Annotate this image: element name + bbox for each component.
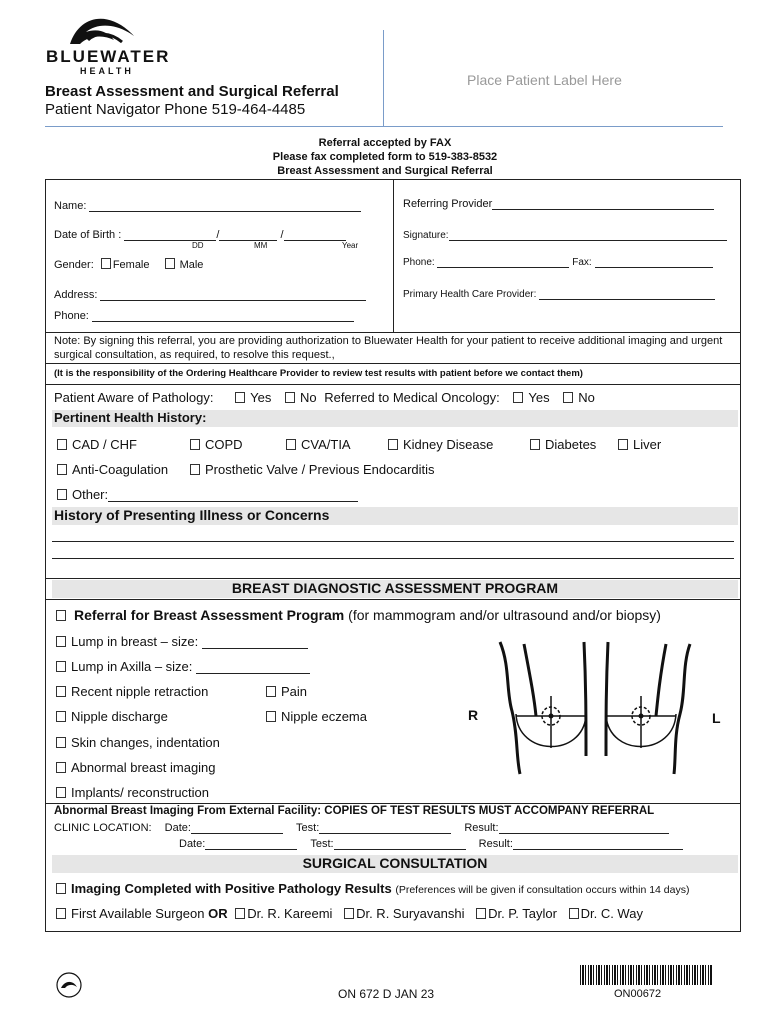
fax-line-3: Breast Assessment and Surgical Referral xyxy=(277,165,493,177)
oncology-no-checkbox[interactable] xyxy=(563,392,573,403)
primary-care-provider-field[interactable] xyxy=(403,287,715,300)
org-sub: HEALTH xyxy=(80,66,134,76)
skin-changes-option[interactable] xyxy=(56,735,220,750)
cad-chf-label: CAD / CHF xyxy=(72,437,137,452)
other-label: Other: xyxy=(72,487,109,502)
note-divider xyxy=(45,363,741,364)
external-imaging-note: Abnormal Breast Imaging From External Facility: COPIES OF TEST RESULTS MUST ACCOMPANY REFERRAL xyxy=(54,805,655,817)
diabetes-label: Diabetes xyxy=(545,437,597,452)
address-field[interactable] xyxy=(54,288,366,301)
dob-label: Date of Birth : xyxy=(54,229,122,241)
nipple-eczema-option[interactable] xyxy=(266,709,367,724)
breast-referral-rest: (for mammogram and/or ultrasound and/or biopsy) xyxy=(348,607,661,623)
surgeon-kareemi-label: Dr. R. Kareemi xyxy=(247,906,333,921)
provider-phone-label: Phone: xyxy=(403,257,435,268)
date-label-2: Date: xyxy=(179,838,206,850)
surgical-title: SURGICAL CONSULTATION xyxy=(52,855,738,873)
breast-referral-bold: Referral for Breast Assessment Program xyxy=(74,607,345,623)
first-available-option[interactable] xyxy=(56,906,204,921)
cva-tia-option[interactable] xyxy=(286,437,351,452)
right-side-label: R xyxy=(468,707,479,723)
surgeon-kareemi-option[interactable] xyxy=(235,906,332,921)
external-divider xyxy=(45,803,741,804)
implants-label: Implants/ reconstruction xyxy=(71,785,210,800)
bluewater-logo xyxy=(66,10,138,46)
patient-provider-divider xyxy=(393,180,394,332)
presenting-line-2 xyxy=(52,558,734,559)
aware-yes-label: Yes xyxy=(250,390,272,405)
header-divider-vertical xyxy=(383,30,384,126)
test-label-1: Test: xyxy=(296,822,320,834)
provider-phone-fax-field[interactable] xyxy=(403,255,713,268)
female-label: Female xyxy=(112,259,150,271)
referring-provider-field[interactable] xyxy=(403,197,714,210)
implants-option[interactable] xyxy=(56,785,209,800)
imaging-positive-bold: Imaging Completed with Positive Pathology Results xyxy=(71,881,392,896)
imaging-positive-rest: (Preferences will be given if consultation occurs within 14 days) xyxy=(395,884,690,896)
signature-field[interactable] xyxy=(403,228,727,241)
aware-no-checkbox[interactable] xyxy=(285,392,295,403)
cad-chf-option[interactable] xyxy=(57,437,137,452)
form-title: Breast Assessment and Surgical Referral xyxy=(45,83,339,100)
female-checkbox[interactable] xyxy=(101,258,111,269)
gender-label: Gender: xyxy=(54,259,94,271)
breast-referral-option[interactable] xyxy=(56,607,661,623)
nipple-discharge-option[interactable] xyxy=(56,709,168,724)
presenting-illness-title: History of Presenting Illness or Concerns xyxy=(52,507,738,525)
date-input-1[interactable] xyxy=(191,821,283,834)
clinic-location-label: CLINIC LOCATION: xyxy=(54,822,152,834)
patient-label-placeholder: Place Patient Label Here xyxy=(467,72,622,88)
lump-breast-label: Lump in breast – size: xyxy=(71,634,199,649)
cva-tia-label: CVA/TIA xyxy=(301,437,351,452)
health-history-title: Pertinent Health History: xyxy=(52,410,738,427)
liver-option[interactable] xyxy=(618,437,661,452)
history-row-2 xyxy=(57,462,737,478)
dob-field[interactable]: Date of Birth : / / xyxy=(54,228,346,241)
surgeon-way-label: Dr. C. Way xyxy=(580,906,643,921)
address-label: Address: xyxy=(54,289,98,301)
surgeon-suryavanshi-label: Dr. R. Suryavanshi xyxy=(356,906,465,921)
anti-coagulation-label: Anti-Coagulation xyxy=(72,462,169,477)
other-history-field[interactable] xyxy=(57,487,358,502)
aware-yes-checkbox[interactable] xyxy=(235,392,245,403)
primary-care-label: Primary Health Care Provider: xyxy=(403,289,537,300)
kidney-disease-label: Kidney Disease xyxy=(403,437,494,452)
authorization-note: Note: By signing this referral, you are providing authorization to Bluewater Health for your patient to receive additional imaging and urgent surgical consultation, as required, to resolve this request., xyxy=(54,335,723,361)
anti-coagulation-option[interactable] xyxy=(57,462,168,477)
surgeon-taylor-option[interactable] xyxy=(476,906,557,921)
barcode xyxy=(580,965,712,985)
nipple-discharge-label: Nipple discharge xyxy=(71,709,168,724)
prosthetic-valve-label: Prosthetic Valve / Previous Endocarditis xyxy=(205,462,435,477)
test-input-2[interactable] xyxy=(334,837,466,850)
result-label-2: Result: xyxy=(478,838,513,850)
copd-option[interactable] xyxy=(190,437,243,452)
diabetes-option[interactable] xyxy=(530,437,596,452)
breast-title-divider xyxy=(45,599,741,600)
result-label-1: Result: xyxy=(464,822,499,834)
patient-phone-field[interactable] xyxy=(54,309,354,322)
male-checkbox[interactable] xyxy=(165,258,175,269)
oncology-label: Referred to Medical Oncology: xyxy=(324,390,500,405)
or-label: OR xyxy=(208,906,228,921)
footer-leaf-icon xyxy=(56,972,82,998)
header-divider-horizontal xyxy=(45,126,723,127)
test-label-2: Test: xyxy=(310,838,334,850)
form-code: ON 672 D JAN 23 xyxy=(338,987,435,1001)
fax-line-1: Referral accepted by FAX xyxy=(318,137,452,149)
lump-breast-option[interactable] xyxy=(56,634,308,649)
result-input-2[interactable] xyxy=(513,837,683,850)
date-label-1: Date: xyxy=(164,822,191,834)
breast-section-title: BREAST DIAGNOSTIC ASSESSMENT PROGRAM xyxy=(52,580,738,598)
breast-diagram[interactable] xyxy=(490,636,710,781)
referring-provider-label: Referring Provider xyxy=(403,198,493,210)
mm-hint: MM xyxy=(254,241,268,250)
male-label: Male xyxy=(179,259,204,271)
responsibility-divider xyxy=(45,384,741,385)
gender-field xyxy=(54,258,203,271)
surgeon-preference-row xyxy=(56,906,643,921)
imaging-positive-option[interactable] xyxy=(56,881,689,896)
lump-axilla-label: Lump in Axilla – size: xyxy=(71,659,193,674)
name-field[interactable] xyxy=(54,199,361,212)
navigator-phone: Patient Navigator Phone 519-464-4485 xyxy=(45,101,306,118)
surgeon-taylor-label: Dr. P. Taylor xyxy=(488,906,557,921)
responsibility-note: (It is the responsibility of the Ordering Healthcare Provider to review test results with patient before we contact them) xyxy=(54,368,583,379)
abnormal-imaging-option[interactable] xyxy=(56,760,216,775)
presenting-line-1 xyxy=(52,541,734,542)
oncology-no-label: No xyxy=(578,390,595,405)
dd-hint: DD xyxy=(192,241,204,250)
leaf-logo-icon xyxy=(66,10,138,46)
year-hint: Year xyxy=(342,241,359,250)
history-row-1 xyxy=(57,437,737,453)
oncology-yes-label: Yes xyxy=(528,390,550,405)
date-input-2[interactable] xyxy=(205,837,297,850)
result-input-1[interactable] xyxy=(499,821,669,834)
skin-changes-label: Skin changes, indentation xyxy=(71,735,220,750)
oncology-yes-checkbox[interactable] xyxy=(513,392,523,403)
abnormal-imaging-label: Abnormal breast imaging xyxy=(71,760,216,775)
surgeon-suryavanshi-option[interactable] xyxy=(344,906,464,921)
left-side-label: L xyxy=(712,710,721,726)
footer-logo xyxy=(56,972,82,1003)
signature-label: Signature: xyxy=(403,230,449,241)
first-available-label: First Available Surgeon xyxy=(71,906,205,921)
aware-label: Patient Aware of Pathology: xyxy=(54,390,214,405)
nipple-eczema-label: Nipple eczema xyxy=(281,709,367,724)
name-label: Name: xyxy=(54,200,87,212)
barcode-text: ON00672 xyxy=(614,988,662,1000)
kidney-disease-option[interactable] xyxy=(388,437,493,452)
pain-option[interactable] xyxy=(266,684,307,699)
clinic-location-row-2 xyxy=(179,837,683,850)
pathology-row xyxy=(54,390,595,405)
test-input-1[interactable] xyxy=(319,821,451,834)
fax-line-2: Please fax completed form to 519-383-8532 xyxy=(272,151,498,163)
clinic-location-row-1 xyxy=(54,821,669,834)
liver-label: Liver xyxy=(633,437,662,452)
provider-fax-label: Fax: xyxy=(572,257,592,268)
lump-axilla-option[interactable] xyxy=(56,659,310,674)
pain-label: Pain xyxy=(281,684,308,699)
nipple-retraction-label: Recent nipple retraction xyxy=(71,684,209,699)
prosthetic-valve-option[interactable] xyxy=(190,462,435,477)
aware-no-label: No xyxy=(299,390,317,405)
org-name: BLUEWATER xyxy=(46,47,171,66)
patient-phone-label: Phone: xyxy=(54,310,89,322)
copd-label: COPD xyxy=(205,437,243,452)
nipple-retraction-option[interactable] xyxy=(56,684,208,699)
surgeon-way-option[interactable] xyxy=(569,906,643,921)
